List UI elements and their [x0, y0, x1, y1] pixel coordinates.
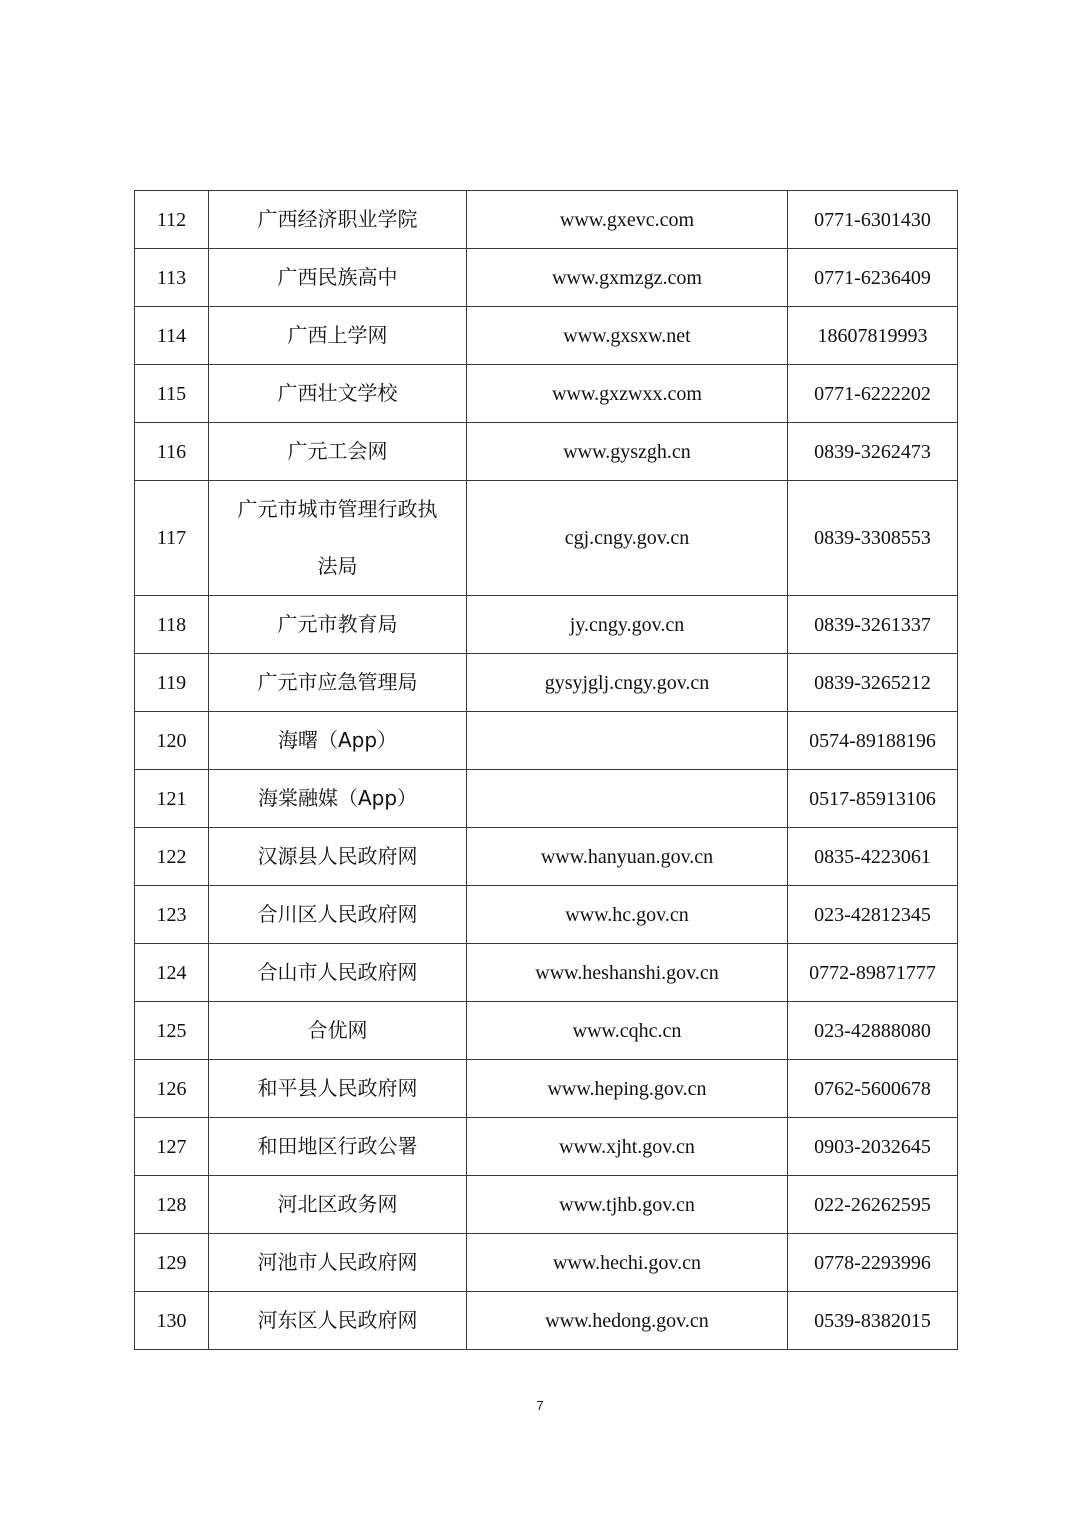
phone-number: 18607819993 [788, 307, 958, 365]
website-url: www.gxmzgz.com [467, 249, 788, 307]
organization-name-line: 广元市城市管理行政执 [237, 497, 438, 521]
organization-name-text: 汉源县人民政府网 [257, 844, 418, 868]
row-number: 116 [135, 423, 209, 481]
table-row [135, 654, 958, 712]
row-number: 120 [135, 712, 209, 770]
table-row [135, 423, 958, 481]
table-row [135, 828, 958, 886]
organization-name-text: 广西民族高中 [277, 265, 398, 289]
website-url [467, 770, 788, 828]
organization-name [209, 1002, 467, 1060]
organization-name [209, 249, 467, 307]
phone-number: 0771-6222202 [788, 365, 958, 423]
row-number: 121 [135, 770, 209, 828]
page-number: 7 [536, 1398, 544, 1413]
row-number: 124 [135, 944, 209, 1002]
organization-name-text: 和田地区行政公署 [257, 1134, 418, 1158]
row-number: 129 [135, 1234, 209, 1292]
organization-name-line: 法局 [317, 554, 358, 578]
organization-name [209, 596, 467, 654]
organization-name [209, 1060, 467, 1118]
table-row [135, 1060, 958, 1118]
row-number: 117 [135, 481, 209, 596]
table-row [135, 1292, 958, 1350]
website-url: gysyjglj.cngy.gov.cn [467, 654, 788, 712]
organization-name [209, 654, 467, 712]
website-url: www.gyszgh.cn [467, 423, 788, 481]
website-url: www.cqhc.cn [467, 1002, 788, 1060]
phone-number: 023-42888080 [788, 1002, 958, 1060]
website-url: www.heping.gov.cn [467, 1060, 788, 1118]
organization-name [209, 1292, 467, 1350]
table-row [135, 249, 958, 307]
organization-name-text: 海曙（App） [277, 728, 398, 752]
organization-name-text: 河北区政务网 [277, 1192, 398, 1216]
website-url: jy.cngy.gov.cn [467, 596, 788, 654]
phone-number: 0839-3308553 [788, 481, 958, 596]
phone-number: 0903-2032645 [788, 1118, 958, 1176]
organization-name-text: 广元市应急管理局 [257, 670, 418, 694]
phone-number: 0835-4223061 [788, 828, 958, 886]
phone-number: 0839-3262473 [788, 423, 958, 481]
phone-number: 0762-5600678 [788, 1060, 958, 1118]
phone-number: 0517-85913106 [788, 770, 958, 828]
website-url: www.xjht.gov.cn [467, 1118, 788, 1176]
organization-name-text: 合优网 [307, 1018, 368, 1042]
organization-name-text: 广西经济职业学院 [257, 207, 418, 231]
row-number: 130 [135, 1292, 209, 1350]
organization-name [209, 481, 467, 596]
organization-name [209, 886, 467, 944]
organization-name [209, 1176, 467, 1234]
website-url: www.heshanshi.gov.cn [467, 944, 788, 1002]
organization-name [209, 770, 467, 828]
website-url: www.hechi.gov.cn [467, 1234, 788, 1292]
table-row [135, 886, 958, 944]
row-number: 113 [135, 249, 209, 307]
table-row [135, 365, 958, 423]
organization-name [209, 712, 467, 770]
row-number: 127 [135, 1118, 209, 1176]
table-row [135, 944, 958, 1002]
organization-name-text: 河池市人民政府网 [257, 1250, 418, 1274]
organization-name [209, 307, 467, 365]
website-url: www.gxzwxx.com [467, 365, 788, 423]
table-row [135, 191, 958, 249]
phone-number: 0771-6236409 [788, 249, 958, 307]
phone-number: 0778-2293996 [788, 1234, 958, 1292]
table-row [135, 1118, 958, 1176]
table-row [135, 596, 958, 654]
organization-name-text: 广西壮文学校 [277, 381, 398, 405]
table-row [135, 770, 958, 828]
registry-table [134, 190, 958, 1350]
organization-name-text: 河东区人民政府网 [257, 1308, 418, 1332]
table-row [135, 1234, 958, 1292]
website-url: www.hanyuan.gov.cn [467, 828, 788, 886]
organization-name-text: 和平县人民政府网 [257, 1076, 418, 1100]
organization-name-text: 海棠融媒（App） [257, 786, 418, 810]
phone-number: 0772-89871777 [788, 944, 958, 1002]
website-url: www.tjhb.gov.cn [467, 1176, 788, 1234]
table-row [135, 712, 958, 770]
phone-number: 0771-6301430 [788, 191, 958, 249]
row-number: 118 [135, 596, 209, 654]
phone-number: 0839-3265212 [788, 654, 958, 712]
organization-name-text: 合川区人民政府网 [257, 902, 418, 926]
organization-name [209, 1234, 467, 1292]
row-number: 126 [135, 1060, 209, 1118]
phone-number: 022-26262595 [788, 1176, 958, 1234]
organization-name [209, 1118, 467, 1176]
row-number: 119 [135, 654, 209, 712]
phone-number: 023-42812345 [788, 886, 958, 944]
website-url: cgj.cngy.gov.cn [467, 481, 788, 596]
website-url: www.hc.gov.cn [467, 886, 788, 944]
table-row [135, 1002, 958, 1060]
organization-name-text: 广元市教育局 [277, 612, 398, 636]
website-url: www.gxsxw.net [467, 307, 788, 365]
phone-number: 0574-89188196 [788, 712, 958, 770]
table-row [135, 1176, 958, 1234]
website-url: www.hedong.gov.cn [467, 1292, 788, 1350]
row-number: 115 [135, 365, 209, 423]
organization-name-text: 广元工会网 [287, 439, 388, 463]
website-url [467, 712, 788, 770]
organization-name-text: 合山市人民政府网 [257, 960, 418, 984]
phone-number: 0839-3261337 [788, 596, 958, 654]
website-url: www.gxevc.com [467, 191, 788, 249]
registry-table-body [135, 191, 958, 1350]
row-number: 122 [135, 828, 209, 886]
row-number: 114 [135, 307, 209, 365]
row-number: 112 [135, 191, 209, 249]
table-row [135, 481, 958, 596]
row-number: 128 [135, 1176, 209, 1234]
organization-name-text: 广西上学网 [287, 323, 388, 347]
organization-name [209, 828, 467, 886]
table-row [135, 307, 958, 365]
organization-name [209, 365, 467, 423]
phone-number: 0539-8382015 [788, 1292, 958, 1350]
organization-name [209, 944, 467, 1002]
organization-name [209, 423, 467, 481]
row-number: 123 [135, 886, 209, 944]
row-number: 125 [135, 1002, 209, 1060]
organization-name [209, 191, 467, 249]
